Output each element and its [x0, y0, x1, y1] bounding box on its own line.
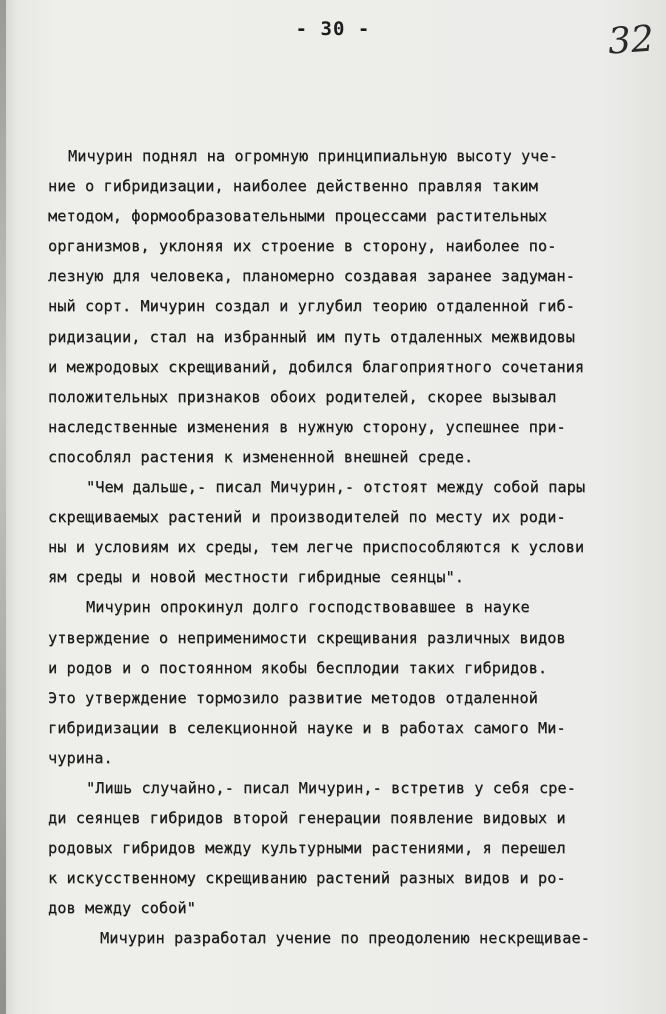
text-line: "Чем дальше,- писал Мичурин,- отстоят между собой пары [86, 478, 586, 497]
text-line: родовых гибридов между культурными растениями, я перешел [48, 839, 566, 858]
text-line: ридизации, стал на избранный им путь отдаленных межвидовы [48, 327, 575, 346]
text-line: положительных признаков обоих родителей, скорее вызывал [48, 387, 557, 406]
text-line: гибридизации в селекционной науке и в работах самого Ми- [48, 718, 566, 737]
text-line: и родов и о постоянном якобы бесплодии таких гибридов. [48, 658, 548, 677]
text-line: наследственные изменения в нужную сторону, успешнее при- [48, 417, 566, 436]
text-line: чурина. [48, 748, 113, 767]
text-line: лезную для человека, планомерно создавая заранее задуман- [48, 267, 575, 286]
text-line: методом, формообразовательными процессами растительных [48, 207, 548, 226]
text-line: Мичурин опрокинул долго господствовавшее в науке [86, 598, 530, 617]
text-line: "Лишь случайно,- писал Мичурин,- встретив у себя сре- [86, 778, 576, 797]
text-line: ние о гибридизации, наиболее действенно правляя таким [48, 177, 538, 196]
text-line: Мичурин поднял на огромную принципиальную высоту уче- [68, 147, 558, 165]
page-number: - 30 - [295, 18, 371, 40]
text-line: Мичурин разработал учение по преодолению нескрещивае- [100, 929, 590, 948]
text-line: к искусственному скрещиванию растений разных видов и ро- [48, 869, 566, 888]
text-line: утверждение о неприменимости скрещивания различных видов [48, 628, 566, 647]
text-line: и межродовых скрещиваний, добился благоприятного сочетания [48, 357, 585, 376]
text-line: способлял растения к измененной внешней среде. [48, 447, 474, 466]
text-line: ди сеянцев гибридов второй генерации появление видовых и [48, 809, 566, 828]
text-line: ям среды и новой местности гибридные сеянцы". [48, 568, 464, 587]
text-line: скрещиваемых растений и производителей по месту их роди- [48, 508, 566, 527]
archive-folio-number: 32 [606, 18, 656, 63]
text-line: дов между собой" [48, 899, 196, 918]
text-line: организмов, уклоняя их строение в сторону, наиболее по- [48, 237, 557, 256]
text-line: Это утверждение тормозило развитие методов отдаленной [48, 688, 538, 707]
text-line: ны и условиям их среды, тем легче приспособляются к услови [48, 538, 585, 557]
page-edge-shadow [0, 0, 6, 1014]
text-line: ный сорт. Мичурин создал и углубил теорию отдаленной гиб- [48, 297, 575, 316]
typewritten-text-body [48, 141, 660, 954]
